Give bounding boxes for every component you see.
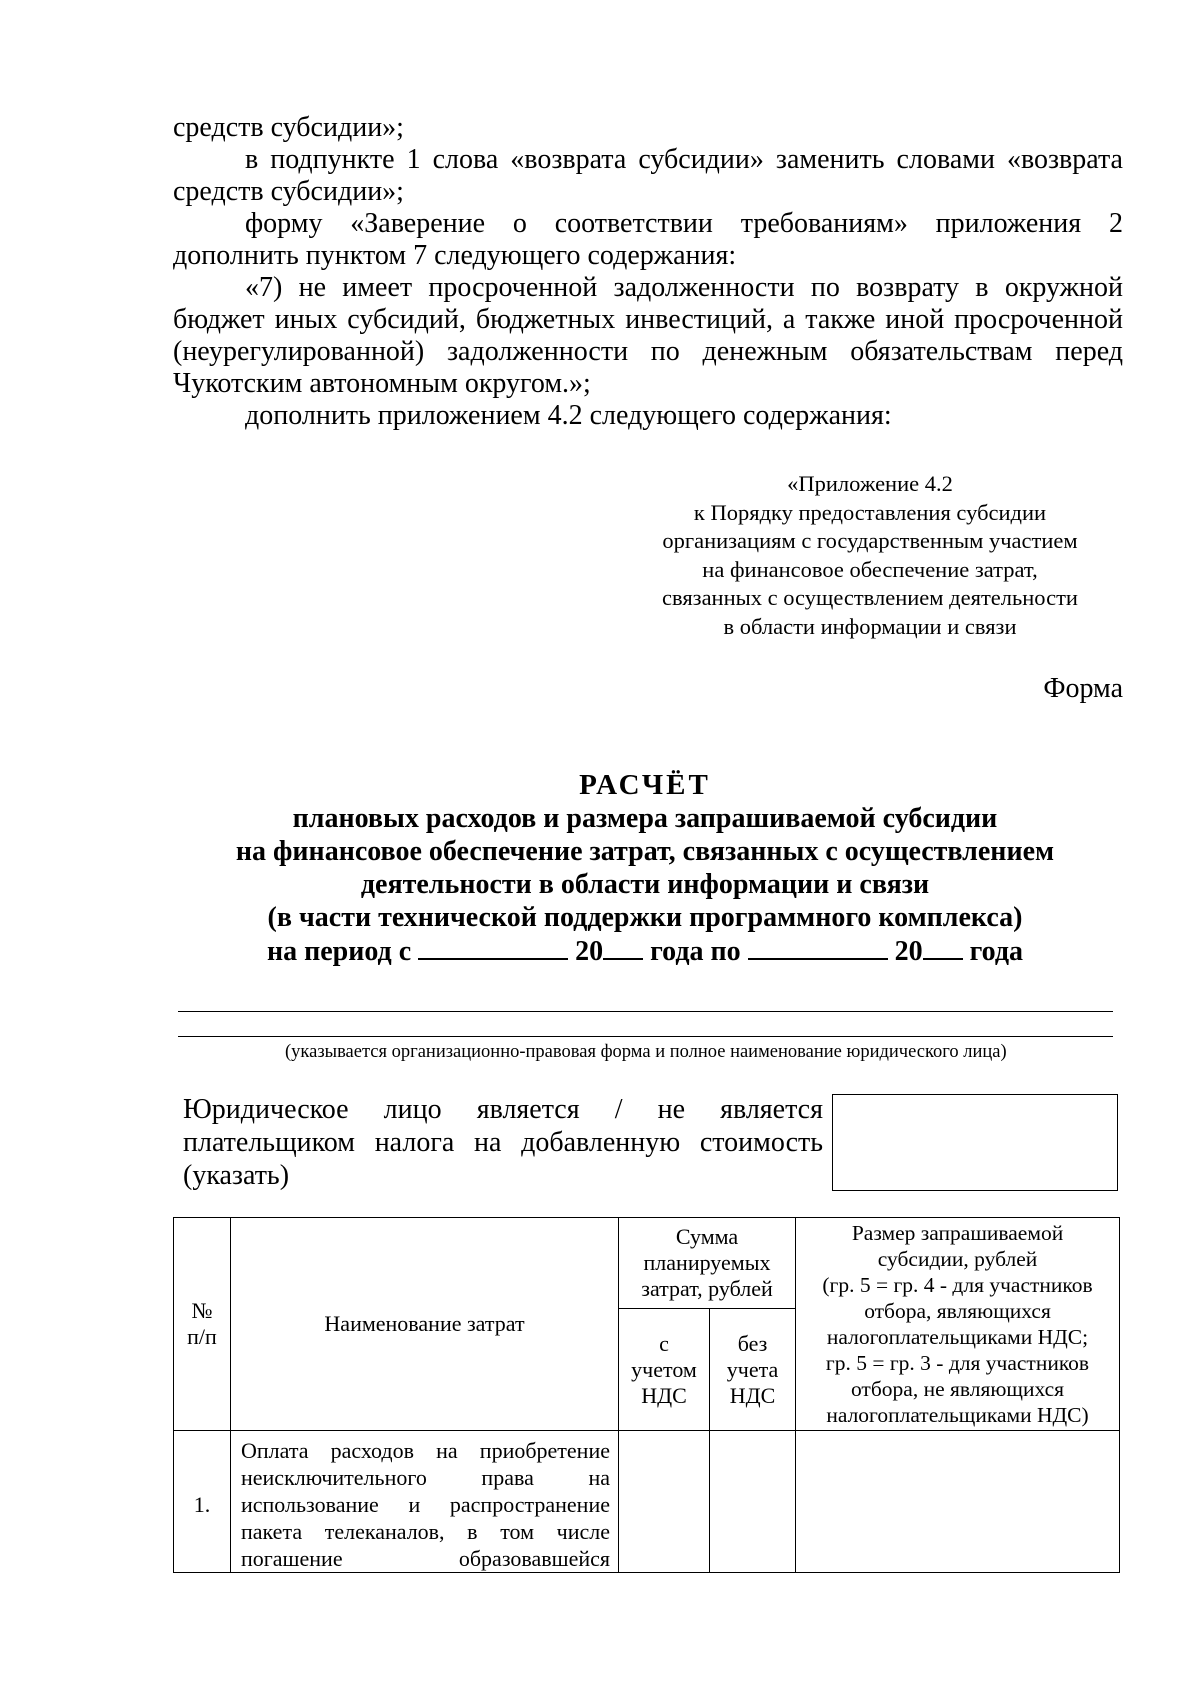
appendix-line: связанных с осуществлением деятельности [662,585,1078,610]
row-num: 1. [174,1431,231,1573]
appendix-line: на финансовое обеспечение затрат, [702,556,1038,582]
paragraph: форму «Заверение о соответствии требованиям» приложения 2 дополнить пунктом 7 следующего содержания: [173,208,1123,271]
vat-status-box[interactable] [832,1094,1118,1191]
row-with-vat-cell[interactable] [619,1431,710,1573]
header-num: № п/п [174,1218,231,1431]
title-line: на финансовое обеспечение затрат, связанных с осуществлением [235,836,1055,867]
period-year-1-blank[interactable] [603,934,643,960]
period-mid: года по [650,936,741,967]
row-subsidy-size-cell[interactable] [796,1431,1120,1573]
costs-table [173,1217,1120,1573]
title-line: (в части технической поддержки программного комплекса) [267,902,1023,933]
vat-statement: Юридическое лицо является / не является плательщиком налога на добавленную стоимость (указать) [183,1094,823,1191]
title-main: РАСЧЁТ [579,769,711,801]
row-name: Оплата расходов на приобретение неисключительного права на использование и распространение пакета телеканалов, в том числе погашение образовавшейся [231,1431,619,1573]
body-text [173,112,1123,432]
paragraph: дополнить приложением 4.2 следующего содержания: [245,400,892,431]
header-without-vat: без учета НДС [710,1309,796,1431]
title-line: деятельности в области информации и связи [360,869,930,900]
table-row [174,1431,1120,1573]
appendix-line: к Порядку предоставления субсидии [693,499,1047,525]
title-line: плановых расходов и размера запрашиваемой субсидии [292,803,998,834]
document-title [120,769,1170,968]
appendix-line: организациям с государственным участием [662,528,1078,553]
appendix-header [640,470,1100,641]
title-period [120,934,1170,968]
paragraph: «7) не имеет просроченной задолженности по возврату в окружной бюджет иных субсидий, бюджетных инвестиций, а также иной просроченной (неурегулированной) задолженности по денежным обязательствам перед Чукотским автономным округом.»; [173,272,1123,399]
header-with-vat: с учетом НДС [619,1309,710,1431]
form-label: Форма [1043,673,1123,704]
period-end-blank[interactable] [748,934,888,960]
entity-name-line[interactable] [178,1011,1113,1012]
row-without-vat-cell[interactable] [710,1431,796,1573]
entity-hint: (указывается организационно-правовая форма и полное наименование юридического лица) [285,1042,1007,1062]
period-prefix: на период с [266,936,412,967]
period-year-2-blank[interactable] [923,934,963,960]
period-start-blank[interactable] [418,934,568,960]
period-year-1: 20 [575,936,604,967]
paragraph: в подпункте 1 слова «возврата субсидии» заменить словами «возврата средств субсидии»; [173,144,1123,207]
header-subsidy-size: Размер запрашиваемой субсидии, рублей (гр. 5 = гр. 4 - для участников отбора, являющихся налогоплательщиками НДС; гр. 5 = гр. 3 - для участников отбора, не являющихся налогоплательщиками НДС) [796,1218,1120,1431]
period-suffix: года [969,936,1024,967]
header-sum: Сумма планируемых затрат, рублей [619,1218,796,1309]
period-year-2: 20 [894,936,923,967]
entity-name-line[interactable] [178,1036,1113,1037]
header-name: Наименование затрат [231,1218,619,1431]
appendix-line: «Приложение 4.2 [787,471,953,496]
appendix-line: в области информации и связи [723,613,1017,639]
paragraph: средств субсидии»; [173,112,404,143]
